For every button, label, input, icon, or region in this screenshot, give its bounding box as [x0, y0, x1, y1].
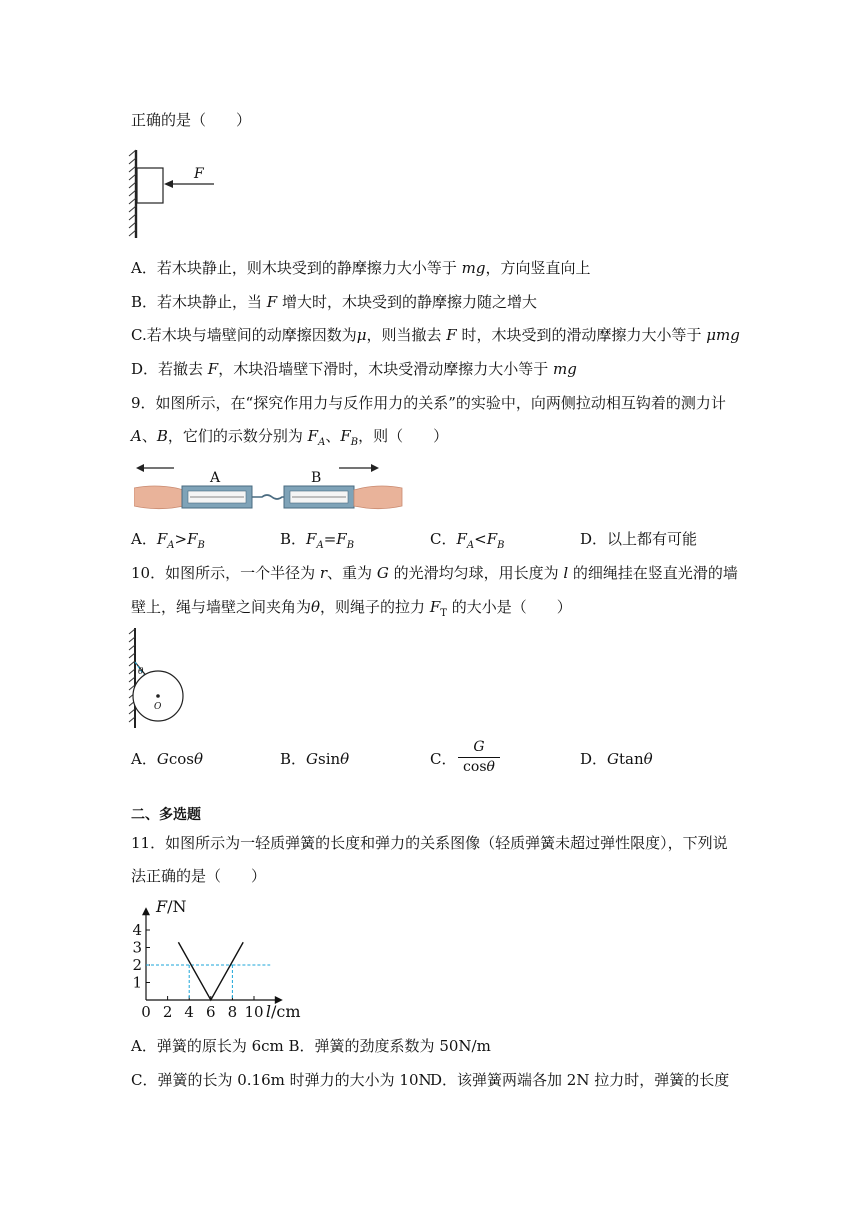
- q9-stem-line2: A、B，它们的示数分别为 $F_A$、$F_B$，则（ ）: [131, 427, 449, 448]
- x-tick-label: 8: [227, 1003, 238, 1021]
- x-axis-label: l/cm: [265, 1002, 301, 1021]
- q10-stem-line2: 壁上，绳与墙壁之间夹角为θ，则绳子的拉力 $F_T$ 的大小是（ ）: [131, 598, 572, 619]
- spring-force-chart: [128, 896, 304, 1024]
- q8-stem-tail: 正确的是（ ）: [131, 111, 252, 129]
- spring-scales-figure: [134, 460, 404, 520]
- wall-block-figure: [126, 148, 226, 240]
- y-axis-label: F/N: [156, 897, 187, 916]
- x-tick-label: 6: [206, 1003, 216, 1021]
- section-title: 二、多选题: [131, 807, 201, 823]
- scale-label-a: A: [210, 470, 221, 486]
- q10-option-b: B．Gsinθ: [280, 750, 350, 768]
- x-tick-label: 4: [184, 1003, 194, 1021]
- q10-option-a: A．Gcosθ: [131, 750, 203, 768]
- q11-stem-line1: 11．如图所示为一轻质弹簧的长度和弹力的关系图像（轻质弹簧未超过弹性限度），下列说: [131, 834, 728, 852]
- q11-option-d: D．该弹簧两端各加 2N 拉力时，弹簧的长度: [430, 1071, 730, 1089]
- q9-option-a: A．$F_A>F_B$: [131, 530, 205, 551]
- q9-stem-line1: 9．如图所示，在“探究作用力与反作用力的关系”的实验中，向两侧拉动相互钩着的测力计: [131, 394, 726, 412]
- q8-option-c: C.若木块与墙壁间的动摩擦因数为μ，则当撤去 F 时，木块受到的滑动摩擦力大小等于 μmg: [131, 326, 740, 344]
- scale-label-b: B: [311, 470, 322, 486]
- series-line: [178, 942, 243, 1000]
- q10-option-c-fraction: G cosθ: [458, 738, 500, 776]
- y-axis-arrow: [142, 907, 150, 915]
- q8-option-d: D．若撤去 F，木块沿墙壁下滑时，木块受滑动摩擦力大小等于 mg: [131, 360, 577, 378]
- y-tick-label: 3: [132, 938, 142, 957]
- y-tick-label: 2: [132, 956, 142, 974]
- q11-option-ab: A．弹簧的原长为 6cm B．弹簧的劲度系数为 50N/m: [131, 1037, 491, 1055]
- wood-block: [137, 168, 163, 203]
- center-label-o: O: [154, 702, 162, 712]
- q10-stem-line1: 10．如图所示，一个半径为 r、重为 G 的光滑均匀球，用长度为 l 的细绳挂在竖直光滑的墙: [131, 564, 738, 582]
- force-label-F: F: [194, 166, 204, 182]
- q8-option-a: A．若木块静止，则木块受到的静摩擦力大小等于 mg，方向竖直向上: [131, 259, 591, 277]
- q10-option-c: C．: [430, 750, 457, 768]
- x-tick-label: 0: [141, 1003, 151, 1021]
- y-tick-label: 4: [132, 921, 142, 939]
- y-tick-label: 1: [132, 973, 142, 992]
- q8-option-b: B．若木块静止，当 F 增大时，木块受到的静摩擦力随之增大: [131, 293, 537, 311]
- x-tick-label: 2: [162, 1003, 173, 1021]
- q10-option-d: D．Gtanθ: [580, 750, 653, 768]
- q9-option-c: C．$F_A<F_B$: [430, 530, 505, 551]
- q11-option-c: C．弹簧的长为 0.16m 时弹力的大小为 10N: [131, 1071, 432, 1089]
- x-tick-label: 10: [244, 1003, 264, 1021]
- q11-stem-line2: 法正确的是（ ）: [131, 867, 267, 885]
- q9-option-b: B．$F_A=F_B$: [280, 530, 355, 551]
- angle-label-theta: θ: [138, 667, 144, 677]
- q9-option-d: D．以上都有可能: [580, 530, 698, 548]
- hanging-ball-figure: [126, 626, 190, 730]
